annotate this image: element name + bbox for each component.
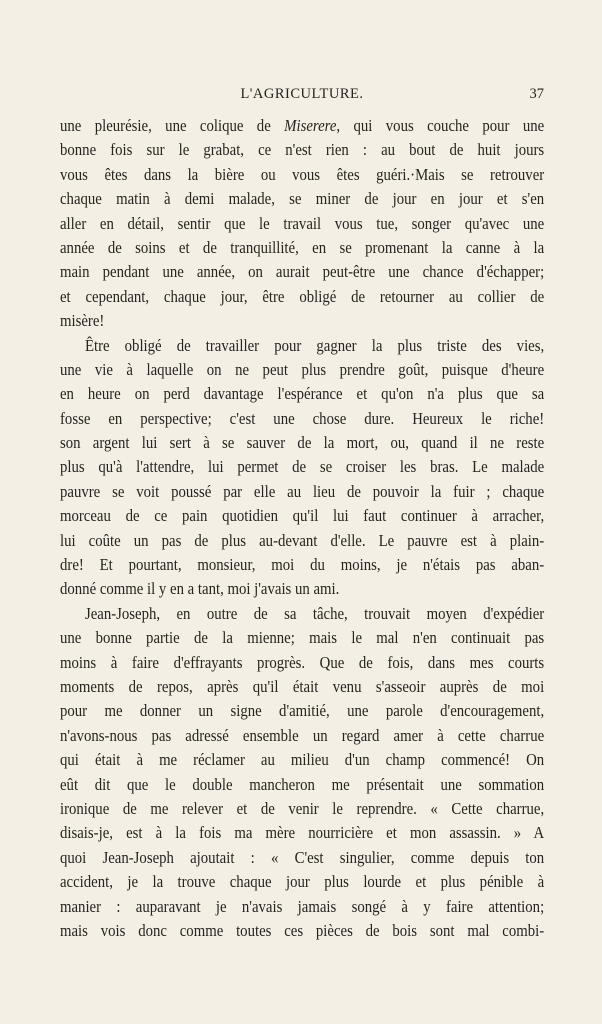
text-line-part: fosse en perspective; c'est une chose dure. Heureux le riche! <box>60 408 545 428</box>
text-line <box>60 212 544 236</box>
text-line <box>60 138 544 162</box>
text-line <box>60 602 544 626</box>
text-line-part: ironique de me relever et de venir le reprendre. « Cette charrue, <box>60 798 545 818</box>
text-line-part: , qui vous couche pour une <box>336 116 545 135</box>
text-line <box>60 187 544 211</box>
text-line <box>60 236 544 260</box>
text-line-part: lui coûte un pas de plus au-devant d'elle. Le pauvre est à plain- <box>60 530 545 550</box>
text-line-part: morceau de ce pain quotidien qu'il lui faut continuer à arracher, <box>60 506 545 526</box>
text-line-part: pauvre se voit poussé par elle au lieu de pouvoir la fuir ; chaque <box>60 481 545 501</box>
text-line-part: misère! <box>60 311 105 331</box>
text-line <box>60 577 544 601</box>
text-line-part: donné comme il y en a tant, moi j'avais un ami. <box>60 579 340 599</box>
text-line <box>60 748 544 772</box>
text-line-part: une bonne partie de la mienne; mais le mal n'en continuait pas <box>60 628 545 648</box>
running-head <box>60 86 544 108</box>
text-line-part: Jean-Joseph, en outre de sa tâche, trouvait moyen d'expédier <box>84 603 545 623</box>
running-title: L'AGRICULTURE. <box>240 86 364 102</box>
text-line-part: une pleurésie, une colique de <box>60 116 285 135</box>
text-line <box>60 675 544 699</box>
text-line-part: vous êtes dans la bière ou vous êtes guéri.·Mais se retrouver <box>60 164 545 184</box>
text-line <box>60 821 544 845</box>
text-line-part: quoi Jean-Joseph ajoutait : « C'est singulier, comme depuis ton <box>60 847 545 867</box>
text-line <box>60 480 544 504</box>
text-line-part: main pendant une année, on aurait peut-être une chance d'échapper; <box>60 262 545 282</box>
body-text <box>60 114 544 943</box>
text-line <box>60 870 544 894</box>
italic-word: Miserere <box>284 116 337 135</box>
text-line-part: et cependant, chaque jour, être obligé de retourner au collier de <box>60 286 545 306</box>
text-line <box>60 626 544 650</box>
text-line <box>60 260 544 284</box>
text-line-part: année de soins et de tranquillité, en se promenant la canne à la <box>60 237 545 257</box>
text-line <box>60 724 544 748</box>
text-line-part: moins à faire d'effrayants progrès. Que de fois, dans mes courts <box>60 652 545 672</box>
text-line <box>60 114 544 138</box>
text-line <box>60 919 544 943</box>
text-line-part: en heure on perd davantage l'espérance et qu'on n'a plus que sa <box>60 384 545 404</box>
text-line-part: accident, je la trouve chaque jour plus lourde et plus pénible à <box>60 872 545 892</box>
text-line <box>60 651 544 675</box>
text-line-part: mais vois donc comme toutes ces pièces de bois sont mal combi- <box>60 920 545 940</box>
text-line-part: aller en détail, sentir que le travail vous tue, songer qu'avec une <box>60 213 545 233</box>
text-line <box>60 285 544 309</box>
text-line <box>60 504 544 528</box>
text-line <box>60 358 544 382</box>
text-line <box>60 163 544 187</box>
text-line <box>60 382 544 406</box>
text-line-part: bonne fois sur le grabat, ce n'est rien : au bout de huit jours <box>60 140 545 160</box>
text-line <box>60 309 544 333</box>
page-number: 37 <box>529 86 544 102</box>
text-line-part: n'avons-nous pas adressé ensemble un regard amer à cette charrue <box>60 725 545 745</box>
text-line-part: qui était à me réclamer au milieu d'un champ commencé! On <box>60 750 545 770</box>
text-line <box>60 455 544 479</box>
text-line <box>60 431 544 455</box>
text-line-part: eût dit que le double mancheron me présentait une sommation <box>60 774 545 794</box>
text-line-part: plus qu'à l'attendre, lui permet de se croiser les bras. Le malade <box>60 457 545 477</box>
text-line <box>60 773 544 797</box>
text-line <box>60 797 544 821</box>
text-line-part: une vie à laquelle on ne peut plus prendre goût, puisque d'heure <box>60 359 545 379</box>
text-line-part: Être obligé de travailler pour gagner la plus triste des vies, <box>84 335 545 355</box>
text-line <box>60 334 544 358</box>
text-line-part: son argent lui sert à se sauver de la mort, ou, quand il ne reste <box>60 433 545 453</box>
text-line-part: pour me donner un signe d'amitié, une parole d'encouragement, <box>60 701 545 721</box>
text-line-part: dre! Et pourtant, monsieur, moi du moins, je n'étais pas aban- <box>60 555 545 575</box>
text-line <box>60 553 544 577</box>
text-line <box>60 407 544 431</box>
text-line-part: moments de repos, après qu'il était venu s'asseoir auprès de moi <box>60 676 545 696</box>
text-line <box>60 895 544 919</box>
text-line <box>60 699 544 723</box>
text-line-part: chaque matin à demi malade, se miner de jour en jour et s'en <box>60 189 545 209</box>
text-line <box>60 529 544 553</box>
text-line-part: disais-je, est à la fois ma mère nourricière et mon assassin. » A <box>60 823 545 843</box>
text-line-part: manier : auparavant je n'avais jamais songé à y faire attention; <box>60 896 545 916</box>
text-line <box>60 846 544 870</box>
